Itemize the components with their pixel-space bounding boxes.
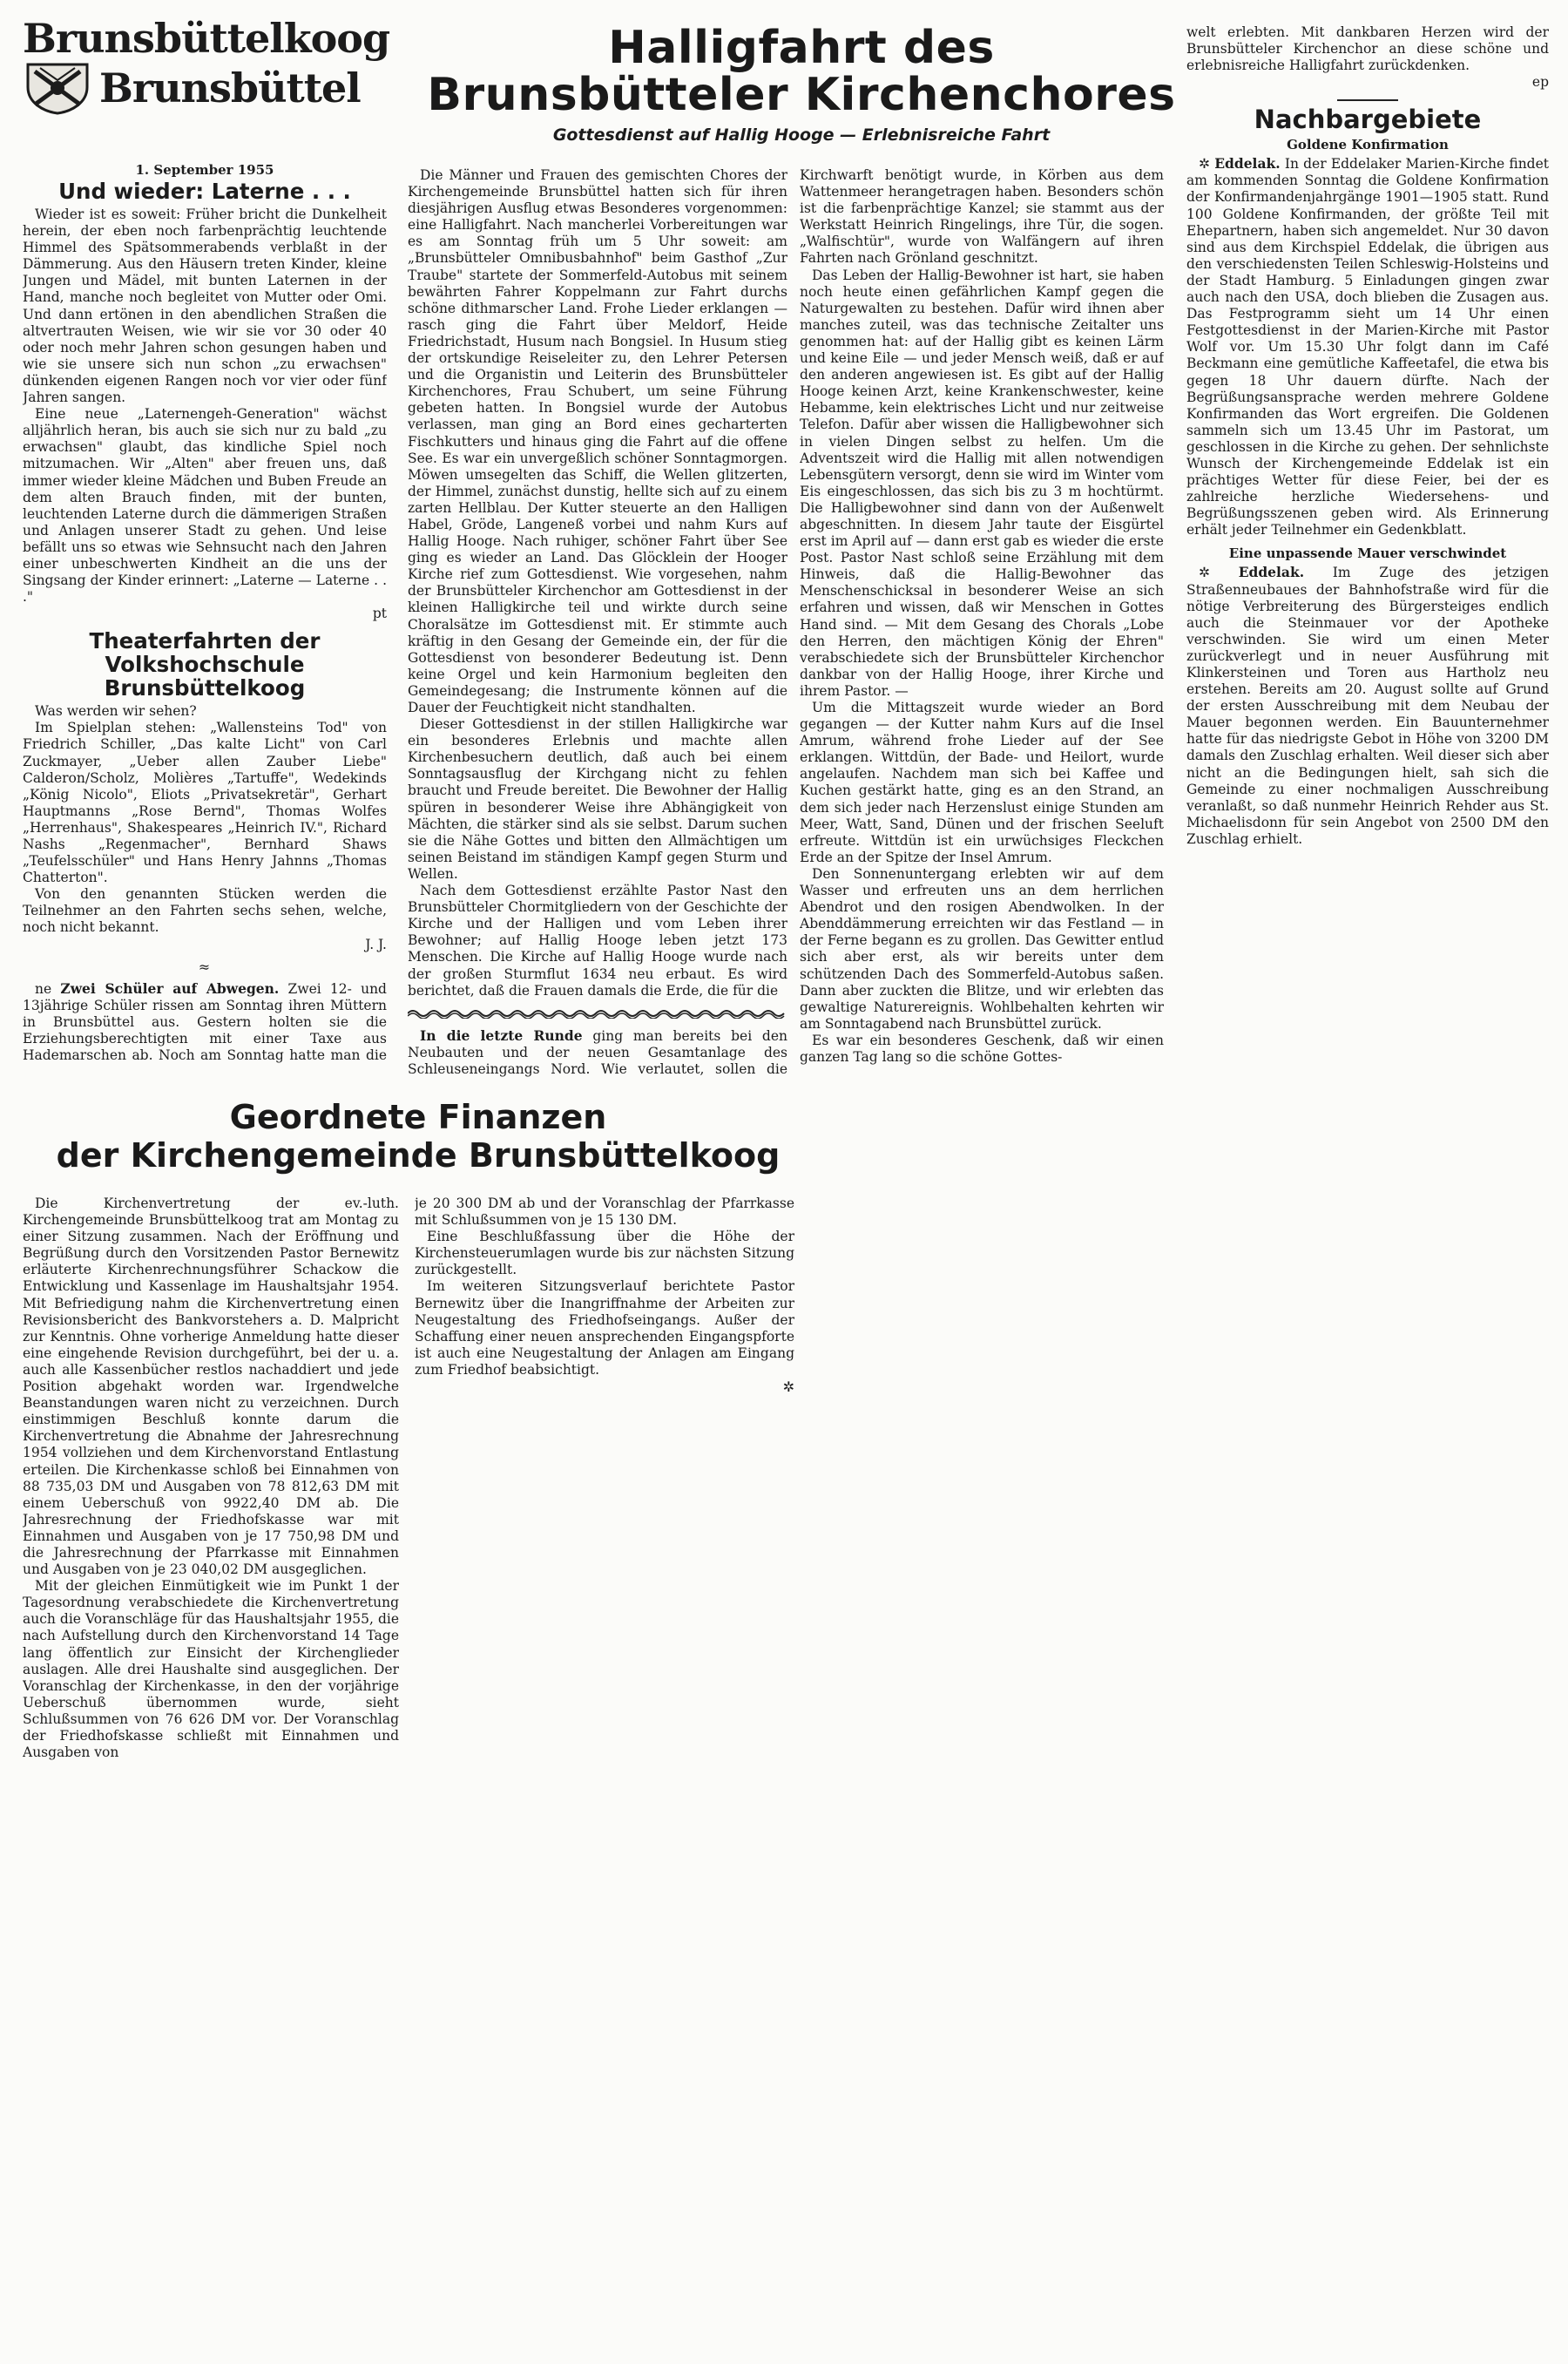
column-center-left (408, 167, 787, 1078)
item-lead: Eddelak. (1238, 564, 1305, 581)
nachbar-headline: Nachbargebiete (1254, 105, 1482, 135)
finanzen-paragraph-2: Mit der gleichen Einmütigkeit wie im Punkt 1 der Tagesordnung verabschiedete die Kirchenvertretung auch die Voranschläge für das Haushaltsjahr 1955, die nach Aufstellung durch den Kirchenvorstand 14 Tage lang öffentlich zur Einsicht der Kirchenglieder auslagen. Alle drei Haushalte sind ausgeglichen. Der Voranschlag der Kirchenkasse, in den der vorjährige Ueberschuß übernommen wurde, sieht Schlußsummen von 76 626 DM vor. Der Voranschlag der Friedhofskasse schließt mit Einnahmen und Ausgaben von (23, 1578, 399, 1761)
hallig-headline-block (409, 24, 1193, 164)
masthead (23, 15, 390, 138)
hallig-paragraph-6: Um die Mittagszeit wurde wieder an Bord gegangen — der Kutter nahm Kurs auf die Insel Amrum, während frohe Lieder auf der See erklangen. Wittdün, der Bade- und Heilort, wurde angelaufen. Nachdem man sich bei Kaffee und Kuchen gestärkt hatte, ging es an den Strand, an dem sich jeder nach Herzenslust einige Stunden am Meer, Watt, Sand, Dünen und der frischen Seeluft erfreute. Wittdün ist ein urwüchsiges Fleckchen Erde an der Spitze der Insel Amrum. (800, 700, 1164, 865)
hallig-subheadline: Gottesdienst auf Hallig Hooge — Erlebnisreiche Fahrt (552, 125, 1051, 145)
finanzen-paragraph-4: Eine Beschlußfassung über die Höhe der Kirchensteuerumlagen wurde bis zur nächsten Sitzung zurückgestellt. (415, 1229, 794, 1278)
finanzen-column-1 (23, 1196, 399, 2354)
hallig-paragraph-8: Es war ein besonderes Geschenk, daß wir einen ganzen Tag lang so die schöne Gottes- (800, 1032, 1164, 1065)
item-prefix: ne (35, 980, 52, 997)
issue-date: 1. September 1955 (135, 162, 274, 178)
star-icon: ✲ (782, 1378, 794, 1396)
item-text: Zwei 12- und 13jährige Schüler rissen am Sonntag ihren Müttern in Brunsbüttel aus. Gestern holten sie die Erziehungsberechtigten mit einer Taxe aus Hademarschen ab. Noch am Sonntag hatte man die (23, 980, 387, 1063)
finanzen-headline-block (35, 1098, 801, 1194)
finanzen-headline-line-1: Geordnete Finanzen (229, 1098, 607, 1136)
hallig-headline-line-1: Halligfahrt des (608, 24, 995, 74)
finanzen-paragraph-1: Die Kirchenvertretung der ev.-luth. Kirchengemeinde Brunsbüttelkoog trat am Montag zu einer Sitzung zusammen. Nach der Eröffnung und Begrüßung durch den Vorsitzenden Pastor Bernewitz erläuterte Kirchenrechnungsführer Schackow die Entwicklung und Kassenlage im Haushaltsjahr 1954. Mit Befriedigung nahm die Kirchenvertretung einen Revisionsbericht des Bankvorstehers a. D. Malpricht zur Kenntnis. Ohne vorherige Anmeldung hatte dieser eine eingehende Revision durchgeführt, bei der u. a. auch alle Kassenbücher restlos nachaddiert und jede Position abgehakt worden war. Irgendwelche Beanstandungen waren nicht zu verzeichnen. Durch einstimmigen Beschluß konnte darum die Kirchenvertretung die Abnahme der Jahresrechnung 1954 vollziehen und dem Kirchenvorstand Entlastung erteilen. Die Kirchenkasse schloß bei Einnahmen von 88 735,03 DM und Ausgaben von 78 812,63 DM mit einem Ueberschuß von 9922,40 DM ab. Die Jahresrechnung der Friedhofskasse war mit Einnahmen und Ausgaben von je 17 750,98 DM und die Jahresrechnung der Pfarrkasse mit Einnahmen und Ausgaben von je 23 040,02 DM ausgeglichen. (23, 1196, 399, 1578)
star-icon: ✲ (1199, 565, 1210, 581)
hallig-paragraph-3: Nach dem Gottesdienst erzählte Pastor Nast den Brunsbütteler Chormitgliedern von der Geschichte der Kirche und der Halligen und vom Leben ihrer Bewohner; auf Hallig Hooge leben jetzt 173 Menschen. Die Kirche auf Hallig Hooge wurde nach der großen Sturmflut 1634 neu erbaut. Es wird berichtet, daß die Frauen damals die Erde, die für die (408, 883, 787, 999)
nachbar-subheading-2: Eine unpassende Mauer verschwindet (1228, 545, 1507, 562)
item-text: Im Zuge des jetzigen Straßenneubaues der Bahnhofstraße wird für die nötige Verbreiterung des Bürgersteiges endlich auch die Steinmauer vor der Apotheke verschwinden. Sie wird um einen Meter zurückverlegt und in neuer Ausführung mit Klinkersteinen und Toren aus Hartholz neu erstehen. Bereits am 20. August sollte auf Grund der ersten Ausschreibung mit dem Neubau der Mauer begonnen werden. Ein Bauunternehmer hatte für das niedrigste Gebot in Höhe von 3200 DM damals den Zuschlag erhalten. Weil dieser sich aber nicht an die Bedingungen hielt, sah sich die Gemeinde zu einer nochmaligen Ausschreibung veranlaßt, so daß nunmehr Heinrich Rehder aus St. Michaelisdonn für sein Angebot von 2500 DM den Zuschlag erhielt. (1186, 565, 1549, 847)
theater-paragraph-3: Von den genannten Stücken werden die Teilnehmer an den Fahrten sechs sehen, welche, noch nicht bekannt. (23, 886, 387, 936)
finanzen-column-2 (415, 1196, 794, 1544)
laterne-paragraph-2: Eine neue „Laternengeh-Generation" wächst alljährlich heran, bis auch sie sich nur zu bald „zu erwachsen" glaubt, das kindliche Spiel noch mitzumachen. Wir „Alten" aber freuen uns, daß immer wieder kleine Mädchen und Buben Freude an dem alten Brauch finden, mit der bunten, leuchtenden Laterne durch die dämmerigen Straßen und Anlagen unserer Stadt zu gehen. Und leise befällt uns so etwas wie Sehnsucht nach den Jahren einer unbeschwerten Kindheit an die uns der Singsang der Kinder erinnert: „Laterne — Laterne . . ." (23, 406, 387, 606)
nachbar-item-2 (1186, 564, 1549, 848)
column-center-right (800, 167, 1164, 1239)
section-rule (1337, 99, 1398, 101)
theater-paragraph-2: Im Spielplan stehen: „Wallensteins Tod" von Friedrich Schiller, „Das kalte Licht" von Carl Zuckmayer, „Ueber allen Zauber Liebe" Calderon/Scholz, Molières „Tartuffe", Wedekinds „König Nicolo", Eliots „Privatsekretär", Gerhart Hauptmanns „Rose Bernd", Thomas Wolfes „Herrenhaus", Shakespeares „Heinrich IV.", Richard Nashs „Regenmacher", Bernhard Shaws „Teufelsschüler" und Hans Henry Jahnns „Thomas Chatterton". (23, 720, 387, 886)
hallig-paragraph-5: Das Leben der Hallig-Bewohner ist hart, sie haben noch heute einen gefährlichen Kampf gegen die Naturgewalten zu bestehen. Dafür wird ihnen aber manches zuteil, was das technische Zeitalter uns genommen hat: auf der Hallig gibt es keinen Lärm und keine Eile — und jeder Mensch weiß, daß er auf den anderen angewiesen ist. Es gibt auf der Hallig Hooge keinen Arzt, keine Krankenschwester, keine Hebamme, kein elektrisches Licht und nur zeitweise Telefon. Dafür aber wissen die Halligbewohner sich in vielen Dingen selbst zu helfen. Um die Adventszeit wird die Hallig mit allen notwendigen Lebensgütern versorgt, denn sie wird im Winter vom Eis eingeschlossen, das sich bis zu 3 m hochtürmt. Die Halligbewohner sind dann von der Außenwelt abgeschnitten. In diesem Jahr taute der Eisgürtel erst im April auf — dann erst gab es wieder die erste Post. Pastor Nast schloß seine Erzählung mit dem Hinweis, daß die Hallig-Bewohner das Menschenschicksal in besonderer Weise an sich erfahren und wissen, daß wir Menschen in Gottes Hand sind. — Mit dem Gesang des Chorals „Lobe den Herren, den mächtigen König der Ehren" verabschiedete sich der Brunsbütteler Kirchenchor dankbar von der Hallig Hooge, ihrer Kirche und ihrem Pastor. — (800, 267, 1164, 699)
local-news-item (408, 1027, 787, 1078)
hallig-signature: ep (1531, 74, 1549, 91)
local-news-item (23, 980, 387, 1063)
section-ornament: ≈ (198, 958, 212, 975)
item-lead: In die letzte Runde (420, 1026, 583, 1044)
laterne-paragraph-1: Wieder ist es soweit: Früher bricht die Dunkelheit herein, der eben noch farbenprächtig leuchtende Himmel des Spätsommerabends verblaßt in der Dämmerung. Aus den Häusern treten Kinder, kleine Jungen und Mädel, mit bunten Laternen in der Hand, manche noch begleitet von Mutter oder Omi. Und dann ertönen in den abendlichen Straßen die altvertrauten Weisen, wie wir sie vor 30 oder 40 oder noch mehr Jahren schon gesungen haben und wie sie unsere sich nun schon „zu erwachsen" dünkenden eigenen Rangen noch vor vier oder fünf Jahren sangen. (23, 207, 387, 406)
hallig-paragraph-1: Die Männer und Frauen des gemischten Chores der Kirchengemeinde Brunsbüttel hatten sich für ihren diesjährigen Ausflug etwas Besonderes vorgenommen: eine Halligfahrt. Nach mancherlei Vorbereitungen war es am Sonntag früh um 5 Uhr soweit: am „Brunsbütteler Omnibusbahnhof" beim Gasthof „Zur Traube" startete der Sommerfeld-Autobus mit seinem bewährten Fahrer Koppelmann zur Fahrt durchs schöne dithmarscher Land. Frohe Lieder erklangen — rasch ging die Fahrt über Meldorf, Heide Friedrichstadt, Husum nach Bongsiel. In Husum stieg der ortskundige Reiseleiter zu, den Lehrer Petersen und die Organistin und Leiterin des Brunsbütteler Kirchenchores, Frau Schubert, um seine Führung gebeten hatten. In Bongsiel wurde der Autobus verlassen, man ging an Bord eines gecharterten Fischkutters und hinaus ging die Fahrt auf die offene See. Es war ein unvergeßlich schöner Sonntagmorgen. Möwen umsegelten das Schiff, die Wellen glitzerten, der Himmel, zunächst dunstig, hellte sich auf zu einem zarten Hellblau. Der Kutter steuerte an den Halligen Habel, Gröde, Langeneß vorbei und nahm Kurs auf Hallig Hooge. Nach ruhiger, schöner Fahrt über See ging es wieder an Land. Das Glöcklein der Hooger Kirche rief zum Gottesdienst. Wie vorgesehen, nahm der Brunsbütteler Kirchenchor am Gottesdienst in der kleinen Halligkirche teil und wirkte durch seine Choralsätze im Gottesdienst mit. Er stimmte auch kräftig in den Gesang der Gemeinde ein, der für die Gottesdienst von besonderer Bedeutung ist. Denn keine Orgel und kein Harmonium begleiten den Gemeindegesang; die Instrumente können auf die Dauer der Feuchtigkeit nicht standhalten. (408, 167, 787, 715)
theater-paragraph-1: Was werden wir sehen? (35, 703, 197, 720)
nachbar-subheading-1: Goldene Konfirmation (1287, 137, 1449, 153)
laterne-signature: pt (372, 606, 387, 622)
masthead-line-2: Brunsbüttel (99, 64, 361, 112)
coat-of-arms-icon (23, 61, 92, 115)
theater-headline: Theaterfahrten der Volkshochschule Brunsbüttelkoog (89, 628, 321, 701)
hallig-paragraph-9: welt erlebten. Mit dankbaren Herzen wird der Brunsbütteler Kirchenchor an diese schöne und erlebnisreiche Halligfahrt zurückdenken. (1186, 24, 1549, 74)
theater-signature: J. J. (365, 936, 387, 952)
hallig-paragraph-4: Kirchwarft benötigt wurde, in Körben aus dem Wattenmeer herangetragen haben. Besonders schön ist die farbenprächtige Kanzel; sie stammt aus der Werkstatt Heinrich Ringelings, ihre Tür, die sogen. „Walfischtür", wurde von Walfängern auf ihren Fahrten nach Grönland geschnitzt. (800, 167, 1164, 267)
finanzen-paragraph-5: Im weiteren Sitzungsverlauf berichtete Pastor Bernewitz über die Inangriffnahme der Arbeiten zur Neugestaltung des Friedhofseingangs. Außer der Schaffung einer neuen ansprechenden Eingangspforte ist auch eine Neugestaltung der Anlagen am Eingang zum Friedhof beabsichtigt. (415, 1278, 794, 1378)
star-icon: ✲ (1199, 156, 1210, 173)
item-text: In der Eddelaker Marien-Kirche findet am kommenden Sonntag die Goldene Konfirmation der Konfirmandenjahrgänge 1901—1905 statt. Rund 100 Goldene Konfirmanden, der größte Teil mit Ehepartnern, haben sich angemeldet. Nur 30 davon sind aus dem Kirchspiel Eddelak, die übrigen aus den verschiedensten Teilen Schleswig-Holsteins und der Stadt Hamburg. 5 Einladungen gingen zwar auch nach den USA, doch blieben die Zusagen aus. Das Festprogramm sieht um 14 Uhr einen Festgottesdienst in der Marien-Kirche mit Pastor Wolf vor. Um 15.30 Uhr folgt dann im Café Beckmann eine gemütliche Kaffeetafel, die etwa bis gegen 18 Uhr dauern dürfte. Nach der Begrüßungsansprache werden mehrere Goldene Konfirmanden das Wort ergreifen. Die Goldenen sammeln sich um 13.45 Uhr im Pastorat, um geschlossen in die Kirche zu gehen. Der sehnlichste Wunsch der Kirchengemeinde Eddelak ist ein prächtiges Wetter für diese Feier, bei der es zahlreiche herzliche Wiedersehens- und Begrüßungsszenen geben wird. Als Erinnerung erhält jeder Teilnehmer ein Gedenkblatt. (1186, 156, 1549, 539)
nachbar-item-1 (1186, 155, 1549, 539)
hallig-paragraph-7: Den Sonnenuntergang erlebten wir auf dem Wasser und erfreuten uns an dem herrlichen Abendrot und den rosigen Abendwolken. In der Abenddämmerung erreichten wir das Festland — in der Ferne begann es zu grollen. Das Gewitter entlud sich aber erst, als wir bereits unter dem schützenden Dach des Sommerfeld-Autobus saßen. Dann aber zuckten die Blitze, und wir erlebten das gewaltige Naturereignis. Wohlbehalten kehrten wir am Sonntagabend nach Brunsbüttel zurück. (800, 865, 1164, 1032)
item-lead: Zwei Schüler auf Abwegen. (60, 979, 280, 997)
masthead-line-1: Brunsbüttelkoog (23, 15, 390, 62)
column-left (23, 157, 387, 1063)
laterne-headline: Und wieder: Laterne . . . (58, 179, 351, 204)
masthead-row-2 (23, 61, 380, 115)
hallig-paragraph-2: Dieser Gottesdienst in der stillen Halligkirche war ein besonderes Erlebnis und machte allen Kirchenbesuchern deutlich, daß auch bei einem Sonntagsausflug der Kirchgang nicht zu fehlen braucht und Freude bereitet. Die Bewohner der Hallig spüren in besonderer Weise ihre Abhängigkeit von Mächten, die stärker sind als sie selbst. Darum suchen sie die Nähe Gottes und bitten den Allmächtigen um seinen Beistand im ständigen Kampf gegen Sturm und Wellen. (408, 716, 787, 882)
finanzen-paragraph-3: je 20 300 DM ab und der Voranschlag der Pfarrkasse mit Schlußsummen von je 15 130 DM. (415, 1196, 794, 1229)
item-lead: Eddelak. (1214, 155, 1281, 173)
column-right (1186, 24, 1549, 1096)
finanzen-headline-line-2: der Kirchengemeinde Brunsbüttelkoog (56, 1136, 781, 1175)
hallig-headline-line-2: Brunsbütteler Kirchenchores (427, 69, 1176, 121)
item-text: ging man bereits bei den Neubauten und der neuen Gesamtanlage des Schleuseneingangs Nord. Wie verlautet, sollen die (408, 1027, 787, 1077)
wavy-divider (408, 1008, 787, 1019)
